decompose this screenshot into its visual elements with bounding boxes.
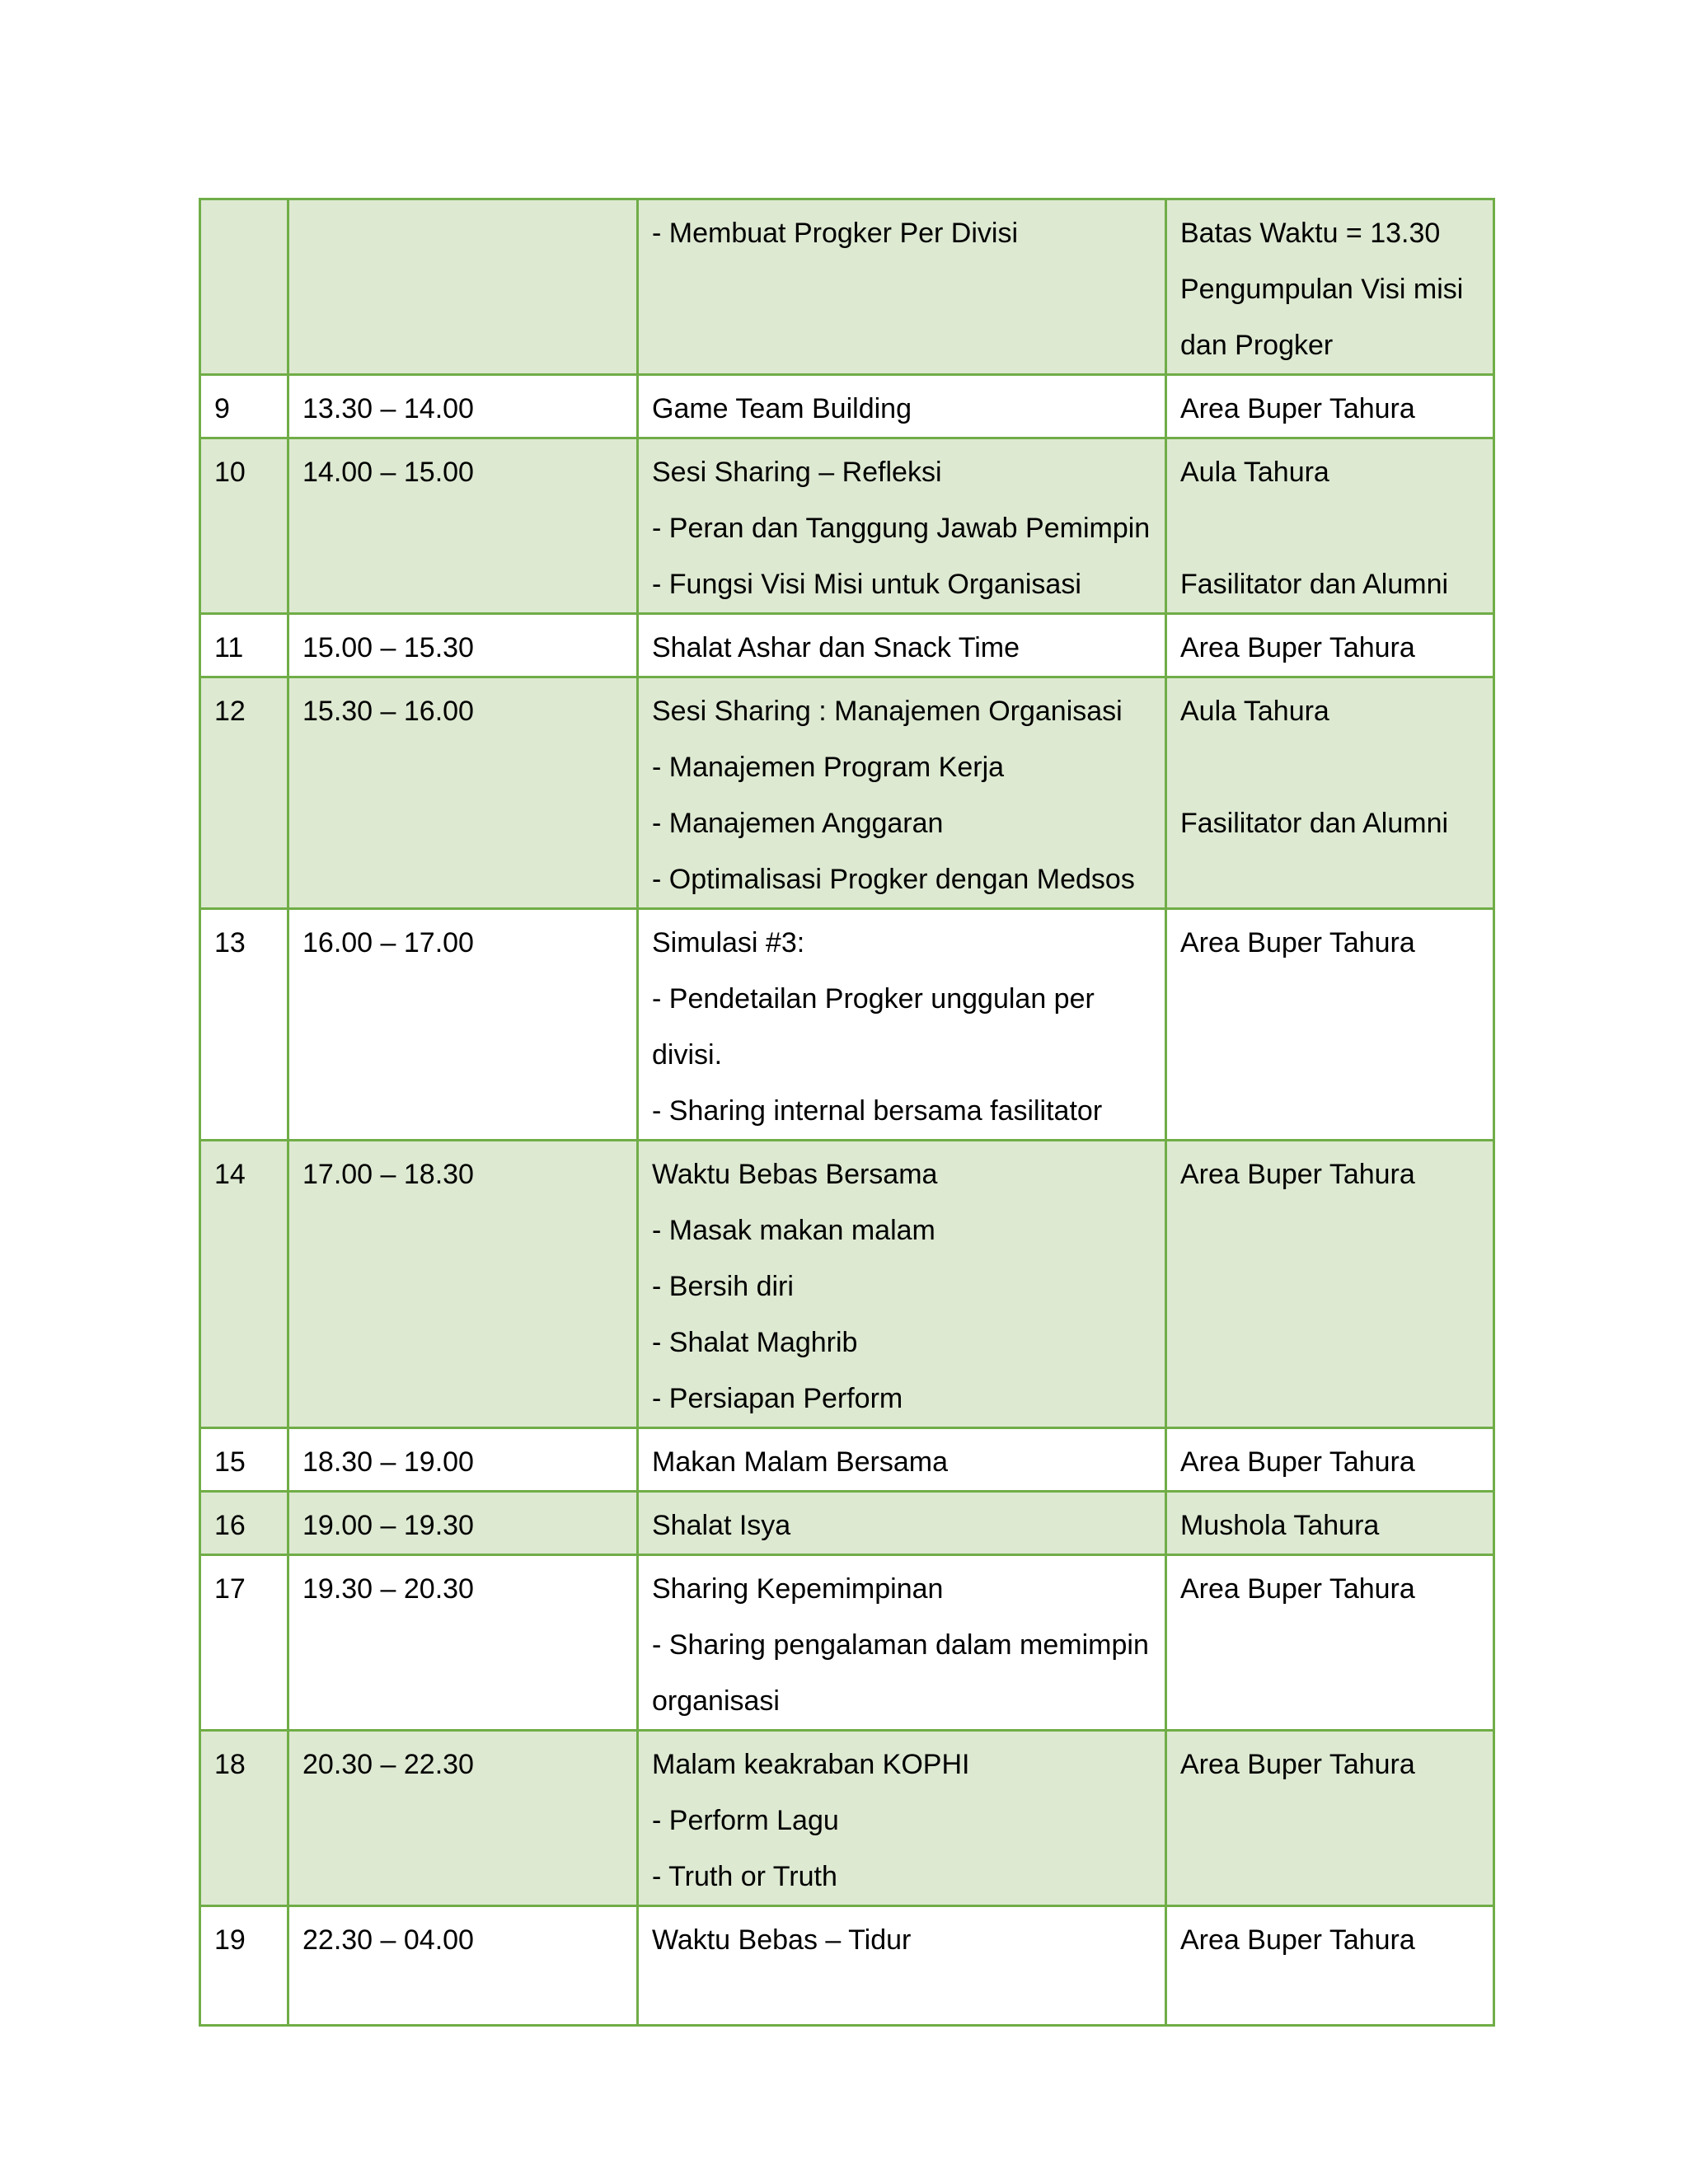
time-cell: 15.30 – 16.00: [288, 677, 638, 909]
activity-line: Sesi Sharing – Refleksi: [652, 457, 942, 488]
activity-line: Sharing Kepemimpinan: [652, 1573, 944, 1605]
location-spacer: [1180, 739, 1479, 795]
location-line: Area Buper Tahura: [1180, 1159, 1415, 1190]
location-line: Aula Tahura: [1180, 696, 1329, 727]
location-line: Area Buper Tahura: [1180, 1924, 1415, 1956]
location-line: Mushola Tahura: [1180, 1510, 1380, 1541]
time-cell: 13.30 – 14.00: [288, 375, 638, 438]
activity-cell: [638, 1428, 1166, 1492]
location-cell: [1166, 909, 1494, 1141]
activity-line: - Optimalisasi Progker dengan Medsos: [652, 864, 1135, 895]
location-cell: [1166, 614, 1494, 677]
location-line: Area Buper Tahura: [1180, 632, 1415, 663]
location-cell: [1166, 375, 1494, 438]
row-number-cell: 19: [200, 1906, 288, 2026]
activity-line: - Peran dan Tanggung Jawab Pemimpin: [652, 513, 1151, 544]
table-row: [200, 1428, 1494, 1492]
location-line: Area Buper Tahura: [1180, 1573, 1415, 1605]
location-cell: [1166, 677, 1494, 909]
activity-line: - Fungsi Visi Misi untuk Organisasi: [652, 569, 1081, 600]
time-cell: 19.00 – 19.30: [288, 1492, 638, 1555]
activity-line: - Masak makan malam: [652, 1215, 935, 1246]
activity-line: Shalat Ashar dan Snack Time: [652, 632, 1020, 663]
table-row: [200, 677, 1494, 909]
activity-line: Waktu Bebas – Tidur: [652, 1924, 912, 1956]
activity-cell: [638, 438, 1166, 614]
row-number-cell: 9: [200, 375, 288, 438]
activity-line: divisi.: [652, 1039, 723, 1071]
time-cell: 16.00 – 17.00: [288, 909, 638, 1141]
activity-cell: [638, 1141, 1166, 1428]
activity-cell: [638, 677, 1166, 909]
row-number-cell: 10: [200, 438, 288, 614]
table-row: [200, 1555, 1494, 1731]
location-line: Area Buper Tahura: [1180, 1446, 1415, 1478]
location-cell: [1166, 1906, 1494, 2026]
time-cell: 14.00 – 15.00: [288, 438, 638, 614]
time-cell: [288, 199, 638, 375]
row-number-cell: 13: [200, 909, 288, 1141]
activity-line: - Manajemen Anggaran: [652, 808, 944, 839]
activity-line: Makan Malam Bersama: [652, 1446, 949, 1478]
location-line: dan Progker: [1180, 330, 1334, 361]
schedule-table: [199, 198, 1495, 2027]
row-number-cell: 12: [200, 677, 288, 909]
schedule-table-body: [200, 199, 1494, 2026]
activity-line: - Sharing internal bersama fasilitator: [652, 1095, 1103, 1127]
location-cell: [1166, 199, 1494, 375]
activity-line: Waktu Bebas Bersama: [652, 1159, 938, 1190]
activity-line: - Shalat Maghrib: [652, 1327, 858, 1358]
table-row: [200, 375, 1494, 438]
location-cell: [1166, 1731, 1494, 1906]
location-line: Area Buper Tahura: [1180, 1749, 1415, 1780]
activity-line: - Pendetailan Progker unggulan per: [652, 983, 1095, 1015]
activity-cell: [638, 1731, 1166, 1906]
activity-line: - Truth or Truth: [652, 1861, 837, 1892]
activity-cell: [638, 199, 1166, 375]
row-number-cell: [200, 199, 288, 375]
table-row: [200, 438, 1494, 614]
row-number-cell: 16: [200, 1492, 288, 1555]
activity-line: Shalat Isya: [652, 1510, 791, 1541]
location-cell: [1166, 1141, 1494, 1428]
location-line: Pengumpulan Visi misi: [1180, 274, 1464, 305]
location-cell: [1166, 1492, 1494, 1555]
table-row: [200, 1906, 1494, 2026]
activity-line: - Sharing pengalaman dalam memimpin: [652, 1629, 1149, 1661]
location-line: Area Buper Tahura: [1180, 393, 1415, 424]
location-cell: [1166, 1428, 1494, 1492]
time-cell: 15.00 – 15.30: [288, 614, 638, 677]
location-spacer: [1180, 500, 1479, 556]
table-row: [200, 909, 1494, 1141]
time-cell: 18.30 – 19.00: [288, 1428, 638, 1492]
activity-cell: [638, 909, 1166, 1141]
table-row: [200, 1492, 1494, 1555]
activity-line: Malam keakraban KOPHI: [652, 1749, 970, 1780]
activity-line: Game Team Building: [652, 393, 912, 424]
table-row: [200, 199, 1494, 375]
activity-cell: [638, 614, 1166, 677]
row-number-cell: 18: [200, 1731, 288, 1906]
table-row: [200, 614, 1494, 677]
activity-line: - Bersih diri: [652, 1271, 794, 1302]
location-cell: [1166, 438, 1494, 614]
location-cell: [1166, 1555, 1494, 1731]
time-cell: 19.30 – 20.30: [288, 1555, 638, 1731]
time-cell: 17.00 – 18.30: [288, 1141, 638, 1428]
time-cell: 20.30 – 22.30: [288, 1731, 638, 1906]
location-line: Fasilitator dan Alumni: [1180, 569, 1449, 600]
location-line: Area Buper Tahura: [1180, 927, 1415, 958]
row-number-cell: 15: [200, 1428, 288, 1492]
activity-line: organisasi: [652, 1685, 780, 1717]
location-line: Fasilitator dan Alumni: [1180, 808, 1449, 839]
row-number-cell: 11: [200, 614, 288, 677]
location-line: Aula Tahura: [1180, 457, 1329, 488]
activity-line: Simulasi #3:: [652, 927, 805, 958]
activity-cell: [638, 1906, 1166, 2026]
activity-line: - Manajemen Program Kerja: [652, 752, 1005, 783]
row-number-cell: 17: [200, 1555, 288, 1731]
table-row: [200, 1141, 1494, 1428]
location-line: Batas Waktu = 13.30: [1180, 218, 1441, 249]
table-row: [200, 1731, 1494, 1906]
activity-cell: [638, 1555, 1166, 1731]
time-cell: 22.30 – 04.00: [288, 1906, 638, 2026]
activity-cell: [638, 375, 1166, 438]
activity-line: - Membuat Progker Per Divisi: [652, 218, 1019, 249]
activity-line: - Perform Lagu: [652, 1805, 839, 1836]
activity-line: - Persiapan Perform: [652, 1383, 903, 1414]
activity-cell: [638, 1492, 1166, 1555]
row-number-cell: 14: [200, 1141, 288, 1428]
activity-line: Sesi Sharing : Manajemen Organisasi: [652, 696, 1123, 727]
